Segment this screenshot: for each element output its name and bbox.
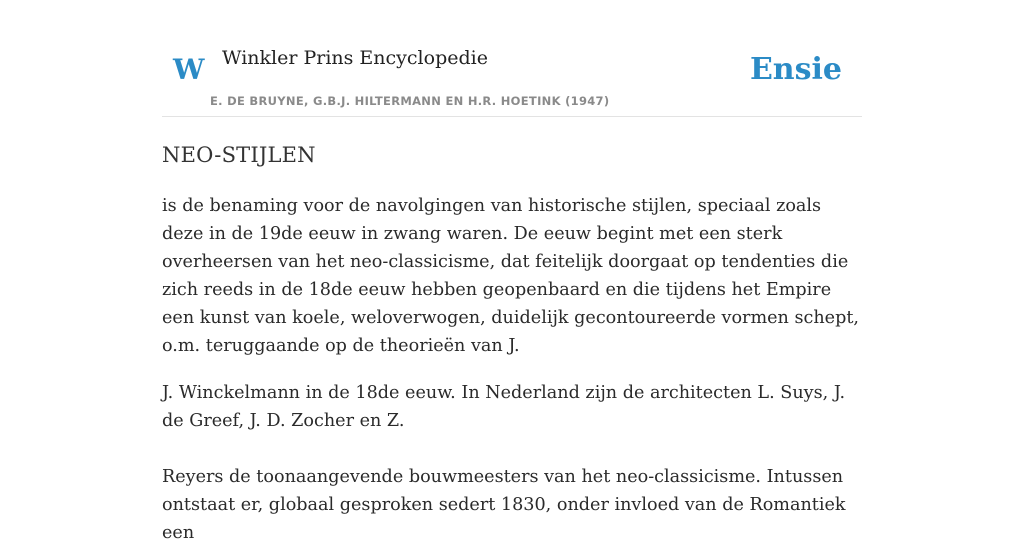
article-title: NEO-STIJLEN — [162, 143, 316, 167]
winkler-prins-logo[interactable]: W — [173, 53, 205, 86]
site-title-link[interactable]: Winkler Prins Encyclopedie — [222, 47, 488, 69]
article-paragraph: J. Winckelmann in de 18de eeuw. In Nederland zijn de architecten L. Suys, J. de Greef, J. D. Zocher en Z. — [162, 383, 846, 431]
article-paragraph: is de benaming voor de navolgingen van historische stijlen, speciaal zoals deze in de 19de eeuw in zwang waren. De eeuw begint met een sterk overheersen van het neo-classicisme, dat feitelijk doorgaat op tendenties die zich reeds in de 18de eeuw hebben geopenbaard en die tijdens het Empire een kunst van koele, weloverwogen, duidelijk gecontoureerde vormen schept, o.m. teruggaande op de theorieën van J. — [162, 196, 860, 356]
ensie-logo-link[interactable]: Ensie — [749, 52, 842, 87]
site-header — [162, 0, 862, 117]
authors-line: E. DE BRUYNE, G.B.J. HILTERMANN EN H.R. HOETINK (1947) — [210, 94, 610, 108]
article — [162, 138, 862, 547]
article-paragraph: Reyers de toonaangevende bouwmeesters van het neo-classicisme. Intussen ontstaat er, globaal gesproken sedert 1830, onder invloed van de Romantiek een — [162, 467, 846, 543]
